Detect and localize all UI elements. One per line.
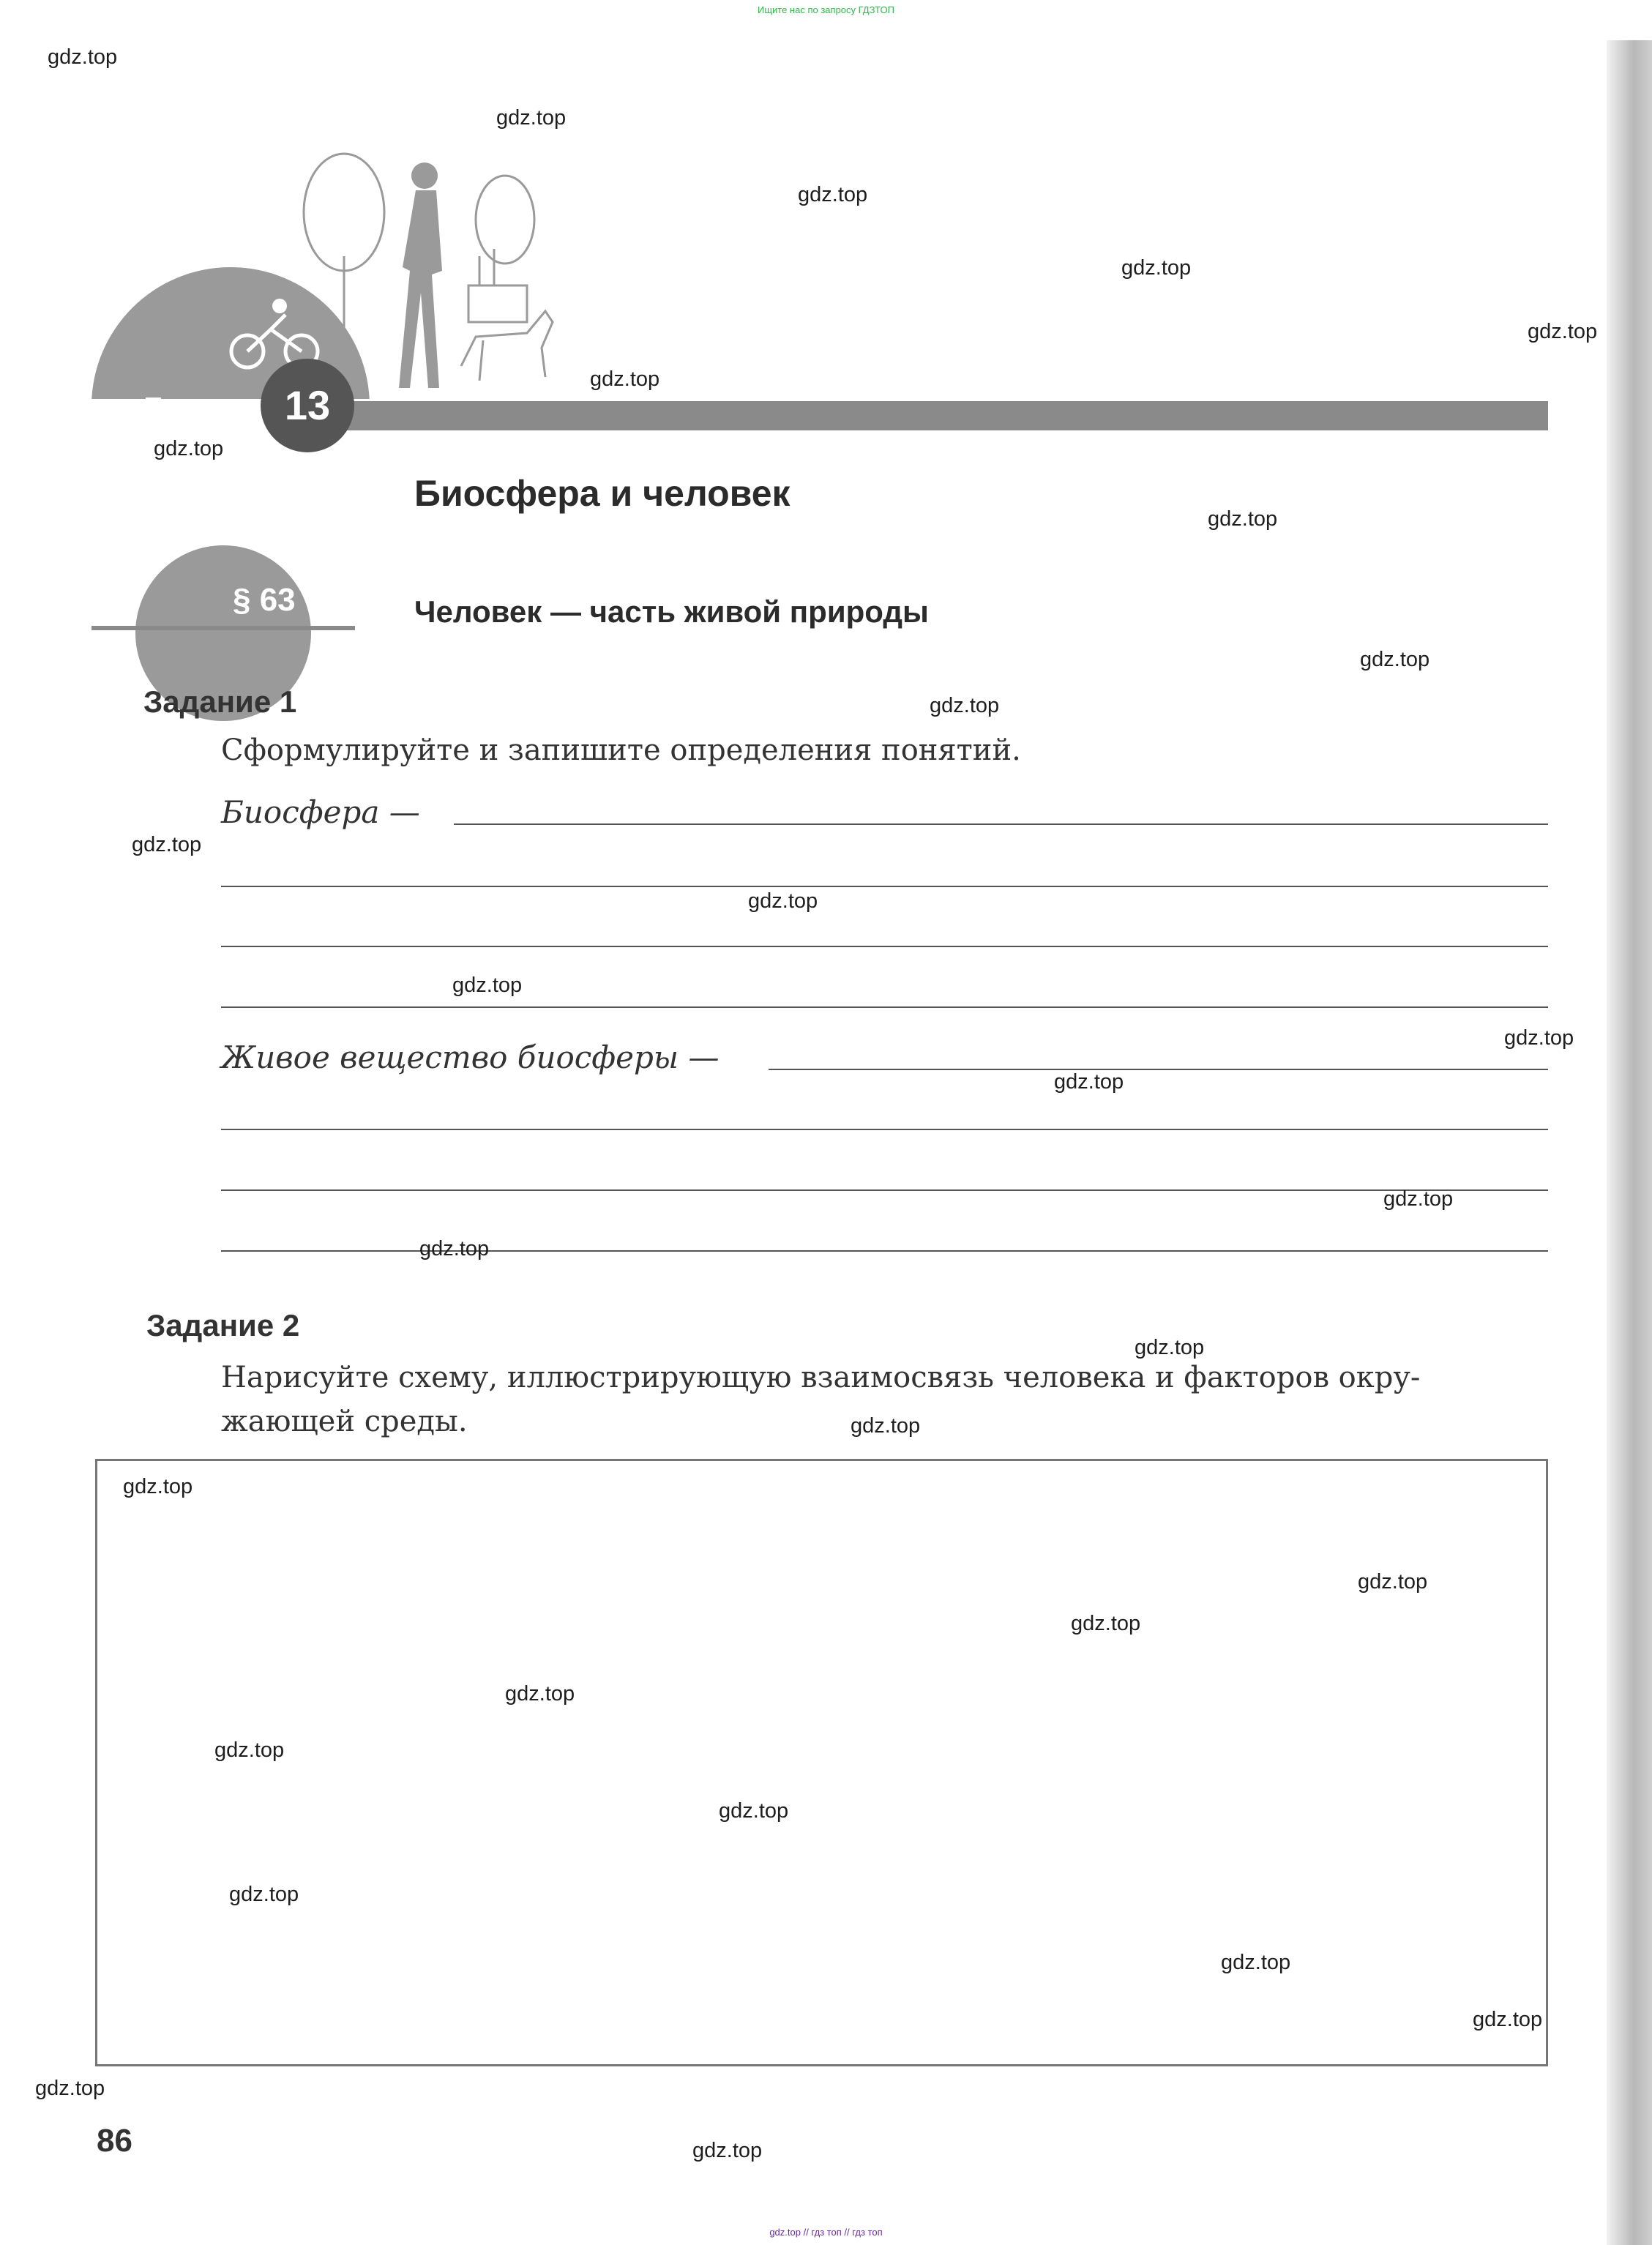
watermark: gdz.top xyxy=(1135,1336,1205,1359)
watermark: gdz.top xyxy=(1071,1612,1141,1635)
task1-title: Задание 1 xyxy=(143,684,297,719)
chapter-title: Биосфера и человек xyxy=(414,473,791,514)
chapter-number-badge: 13 xyxy=(261,359,354,452)
watermark: gdz.top xyxy=(214,1738,285,1762)
watermark: gdz.top xyxy=(452,974,523,997)
watermark: gdz.top xyxy=(1121,256,1192,280)
watermark: gdz.top xyxy=(692,2139,763,2162)
watermark: gdz.top xyxy=(1208,507,1278,531)
task2-title: Задание 2 xyxy=(146,1308,300,1342)
watermark: gdz.top xyxy=(123,1475,193,1498)
watermark: gdz.top xyxy=(1054,1070,1124,1094)
watermark: gdz.top xyxy=(229,1883,299,1906)
factory-icon xyxy=(468,176,534,322)
answer-line-3[interactable] xyxy=(221,946,1548,947)
watermark: gdz.top xyxy=(419,1237,490,1260)
watermark: gdz.top xyxy=(48,45,118,69)
watermark: gdz.top xyxy=(505,1682,575,1706)
chapter-band xyxy=(344,401,1548,430)
watermark: gdz.top xyxy=(851,1414,921,1438)
watermark: gdz.top xyxy=(1473,2008,1543,2031)
watermark: gdz.top xyxy=(1358,1570,1428,1594)
answer-line-5[interactable] xyxy=(769,1069,1548,1070)
watermark: gdz.top xyxy=(930,694,1000,717)
watermark: gdz.top xyxy=(35,2077,105,2100)
term-biosphere: Биосфера — xyxy=(221,794,420,830)
task2-instruction-line2: жающей среды. xyxy=(221,1405,468,1438)
watermark: gdz.top xyxy=(1360,648,1430,671)
woman-figure-icon xyxy=(399,163,442,388)
watermark: gdz.top xyxy=(1528,320,1598,343)
chapter-illustration xyxy=(293,146,600,403)
paragraph-label: § 63 xyxy=(233,582,296,618)
watermark: gdz.top xyxy=(798,183,868,206)
answer-line-7[interactable] xyxy=(221,1189,1548,1191)
term-living-matter: Живое вещество биосферы — xyxy=(221,1039,720,1075)
answer-line-2[interactable] xyxy=(221,886,1548,887)
page-number: 86 xyxy=(97,2123,132,2159)
paragraph-half-disc xyxy=(91,545,355,816)
section-title: Человек — часть живой природы xyxy=(414,594,929,629)
watermark: gdz.top xyxy=(1504,1026,1574,1050)
task1-instruction: Сформулируйте и запишите определения понятий. xyxy=(221,733,1021,767)
top-notice: Ищите нас по запросу ГДЗТОП xyxy=(757,4,894,15)
drawing-area[interactable] xyxy=(95,1459,1548,2066)
watermark: gdz.top xyxy=(748,889,818,913)
watermark: gdz.top xyxy=(496,106,567,130)
answer-line-6[interactable] xyxy=(221,1129,1548,1130)
answer-line-1[interactable] xyxy=(454,823,1548,825)
watermark: gdz.top xyxy=(1383,1187,1454,1211)
watermark: gdz.top xyxy=(590,367,660,391)
watermark: gdz.top xyxy=(719,1799,789,1823)
watermark: gdz.top xyxy=(132,833,202,856)
answer-line-4[interactable] xyxy=(221,1006,1548,1008)
paragraph-underline xyxy=(91,626,355,630)
bottom-notice: gdz.top // гдз топ // гдз топ xyxy=(769,2227,883,2238)
watermark: gdz.top xyxy=(1221,1951,1291,1974)
task2-instruction-line1: Нарисуйте схему, иллюстрирующую взаимосвязь человека и факторов окру- xyxy=(221,1361,1421,1394)
watermark: gdz.top xyxy=(154,437,224,460)
chapter-label: Глава xyxy=(143,391,236,427)
page-edge-shadow xyxy=(1607,40,1652,2245)
